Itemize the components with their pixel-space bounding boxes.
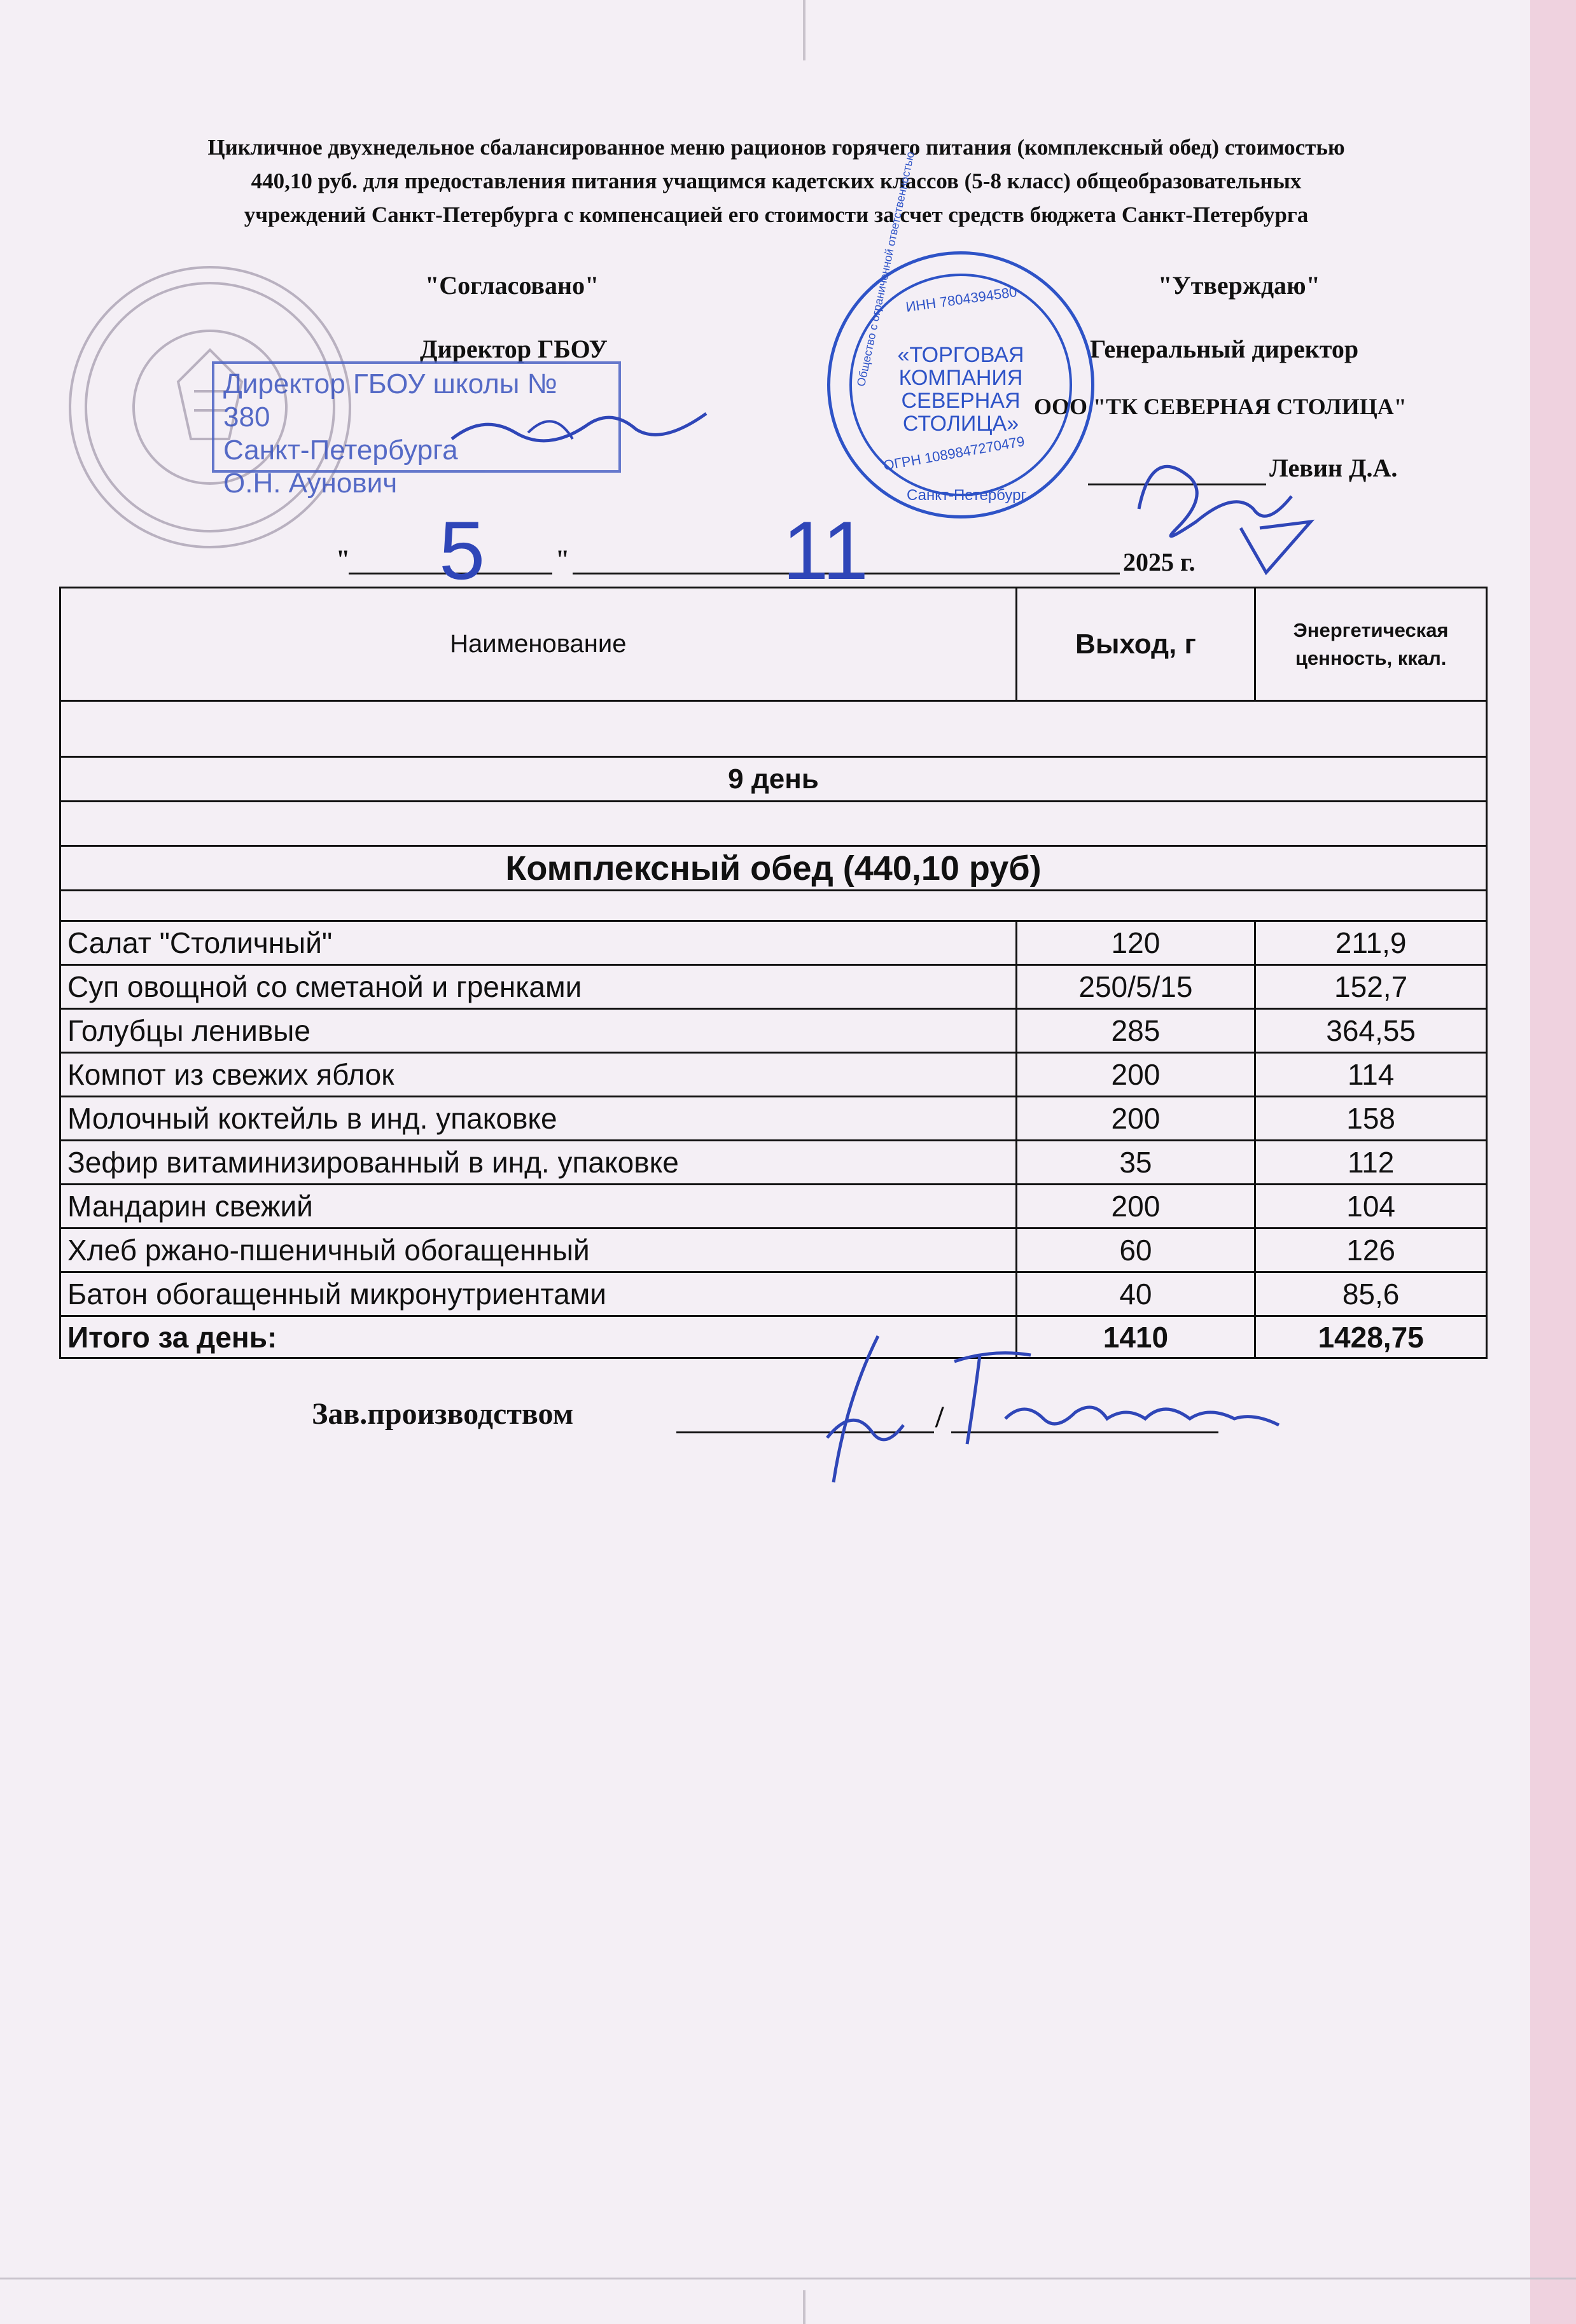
row-name: Молочный коктейль в инд. упаковке <box>60 1097 1017 1141</box>
row-energy: 158 <box>1255 1097 1487 1141</box>
left-signature <box>445 388 713 471</box>
table-row <box>60 1009 1487 1053</box>
company-stamp-ring-text: Общество с ограниченной ответственностью <box>854 150 917 388</box>
row-energy: 85,6 <box>1255 1272 1487 1316</box>
menu-table <box>59 587 1488 1359</box>
company-stamp-ogrn: ОГРН 1089847270479 <box>882 433 1026 474</box>
date-day: 5 <box>439 504 485 597</box>
total-label: Итого за день: <box>60 1316 1017 1358</box>
total-energy: 1428,75 <box>1255 1316 1487 1358</box>
footer-label: Зав.производством <box>312 1397 574 1431</box>
table-header-row <box>60 588 1487 701</box>
row-name: Хлеб ржано-пшеничный обогащенный <box>60 1228 1017 1272</box>
row-name: Суп овощной со сметаной и гренками <box>60 965 1017 1009</box>
lunch-label: Комплексный обед (440,10 руб) <box>60 846 1487 891</box>
total-yield: 1410 <box>1016 1316 1255 1358</box>
row-energy: 104 <box>1255 1185 1487 1228</box>
row-yield: 120 <box>1016 921 1255 965</box>
table-row <box>60 1053 1487 1097</box>
approval-right-heading: "Утверждаю" <box>1158 271 1320 300</box>
table-row <box>60 921 1487 965</box>
director-stamp-line-1: Директор ГБОУ школы № 380 <box>223 368 557 433</box>
company-stamp-name-line-4: СТОЛИЦА» <box>902 412 1019 436</box>
spacer-row <box>60 802 1487 846</box>
row-name: Компот из свежих яблок <box>60 1053 1017 1097</box>
company-stamp-name-line-1: «ТОРГОВАЯ <box>897 343 1024 367</box>
row-yield: 200 <box>1016 1097 1255 1141</box>
spacer-row <box>60 891 1487 921</box>
company-stamp-city: Санкт-Петербург <box>907 487 1027 504</box>
company-stamp-name-line-3: СЕВЕРНАЯ <box>901 389 1021 413</box>
table-row <box>60 1228 1487 1272</box>
table-row <box>60 1185 1487 1228</box>
row-energy: 364,55 <box>1255 1009 1487 1053</box>
date-open-quote: " <box>336 545 351 573</box>
table-row <box>60 1272 1487 1316</box>
row-name: Мандарин свежий <box>60 1185 1017 1228</box>
title-line-2: 440,10 руб. для предоставления питания учащимся кадетских классов (5-8 класс) общеобразовательных <box>251 169 1302 193</box>
spacer-row <box>60 701 1487 757</box>
company-stamp-inn: ИНН 7804394580 <box>905 283 1018 316</box>
fold-line-bottom <box>803 2290 805 2324</box>
approval-left-heading: "Согласовано" <box>425 271 599 300</box>
lunch-row <box>60 846 1487 891</box>
row-name: Зефир витаминизированный в инд. упаковке <box>60 1141 1017 1185</box>
date-month: 11 <box>783 504 868 597</box>
scan-bottom-line <box>0 2278 1576 2279</box>
row-name: Салат "Столичный" <box>60 921 1017 965</box>
col-name-header: Наименование <box>60 588 1017 701</box>
col-yield-header: Выход, г <box>1016 588 1255 701</box>
footer-separator: / <box>935 1400 944 1434</box>
row-yield: 285 <box>1016 1009 1255 1053</box>
row-yield: 250/5/15 <box>1016 965 1255 1009</box>
day-label: 9 день <box>60 757 1487 802</box>
company-stamp-name-line-2: КОМПАНИЯ <box>898 366 1023 390</box>
row-yield: 35 <box>1016 1141 1255 1185</box>
title-line-3: учреждений Санкт-Петербурга с компенсацией его стоимости за счет средств бюджета Санкт-Петербурга <box>244 202 1309 227</box>
footer-signatures <box>751 1323 1323 1495</box>
approval-right-company: ООО "ТК СЕВЕРНАЯ СТОЛИЦА" <box>1034 394 1407 419</box>
director-stamp-line-2: Санкт-Петербурга <box>223 435 458 466</box>
row-yield: 60 <box>1016 1228 1255 1272</box>
approval-right-position: Генеральный директор <box>1090 335 1359 363</box>
date-year: 2025 г. <box>1123 548 1196 576</box>
fold-line-top <box>803 0 805 60</box>
director-stamp-line-3: О.Н. Аунович <box>223 468 398 499</box>
row-energy: 114 <box>1255 1053 1487 1097</box>
scan-edge-band <box>1530 0 1576 2324</box>
date-mid-quote: " <box>555 545 570 573</box>
title-line-1: Цикличное двухнедельное сбалансированное меню рационов горячего питания (комплексный обед) стоимостью <box>207 135 1345 160</box>
company-round-stamp <box>827 150 1094 518</box>
approval-left-position: Директор ГБОУ <box>420 335 608 363</box>
row-energy: 126 <box>1255 1228 1487 1272</box>
row-energy: 152,7 <box>1255 965 1487 1009</box>
document-title <box>38 130 1514 232</box>
table-row <box>60 1097 1487 1141</box>
row-energy: 112 <box>1255 1141 1487 1185</box>
col-energy-header: Энергетическая ценность, ккал. <box>1255 588 1487 701</box>
row-energy: 211,9 <box>1255 921 1487 965</box>
row-yield: 40 <box>1016 1272 1255 1316</box>
row-yield: 200 <box>1016 1185 1255 1228</box>
row-yield: 200 <box>1016 1053 1255 1097</box>
table-row <box>60 1141 1487 1185</box>
row-name: Батон обогащенный микронутриентами <box>60 1272 1017 1316</box>
table-row <box>60 965 1487 1009</box>
row-name: Голубцы ленивые <box>60 1009 1017 1053</box>
day-row <box>60 757 1487 802</box>
approval-right-signer: Левин Д.А. <box>1269 454 1398 482</box>
